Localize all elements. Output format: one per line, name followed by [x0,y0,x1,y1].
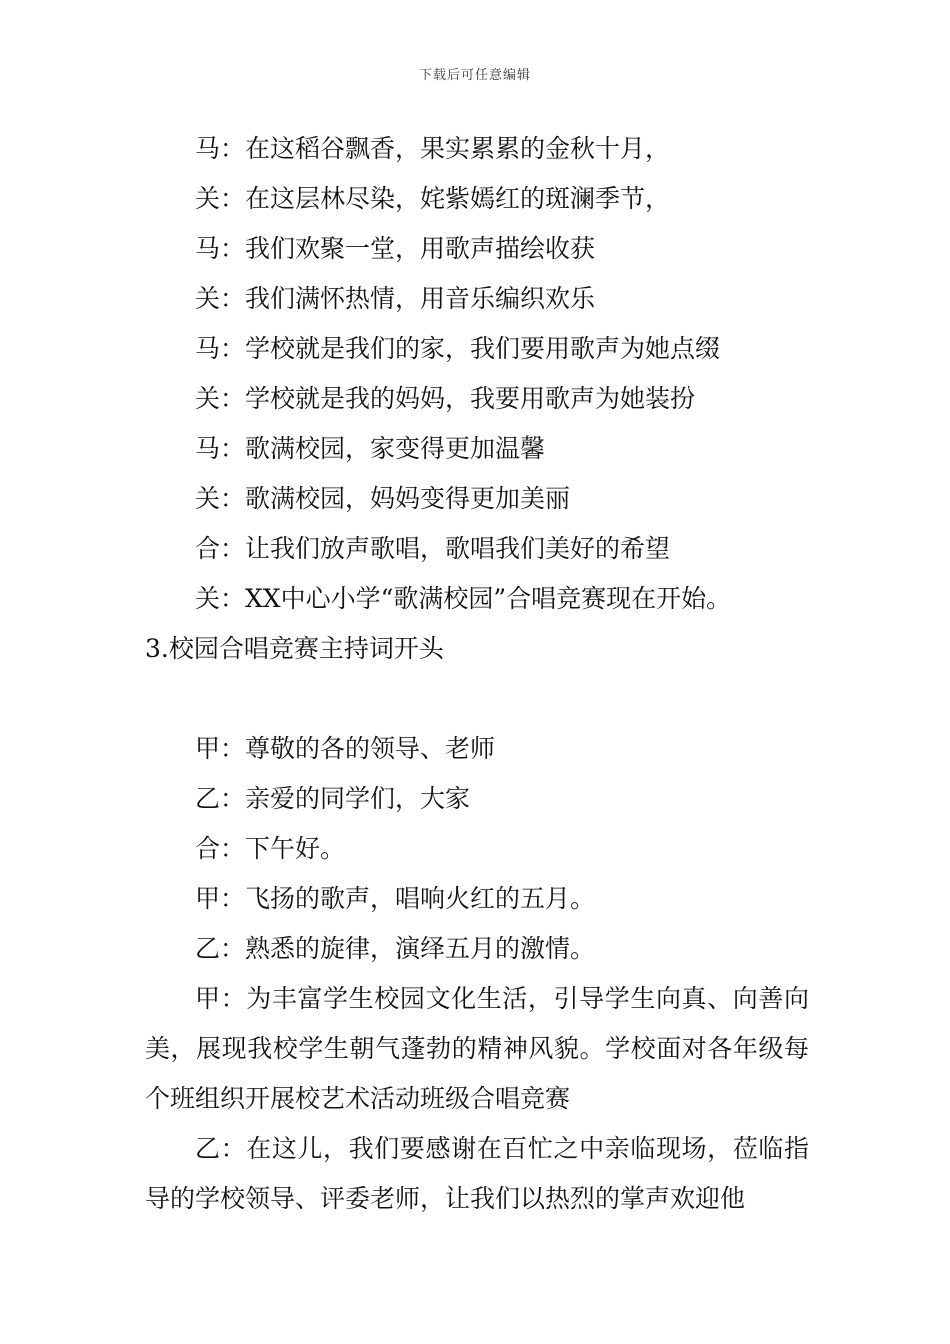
dialogue-line: 甲：飞扬的歌声，唱响火红的五月。 [195,884,596,913]
dialogue-line: 关：XX中心小学“歌满校园”合唱竞赛现在开始。 [195,584,732,613]
dialogue-line: 合：让我们放声歌唱，歌唱我们美好的希望 [195,534,671,563]
page-header: 下载后可任意编辑 [418,68,531,83]
dialogue-line: 马：歌满校园，家变得更加温馨 [195,434,546,463]
dialogue-line: 关：歌满校园，妈妈变得更加美丽 [195,484,571,513]
dialogue-line: 关：学校就是我的妈妈，我要用歌声为她装扮 [195,384,696,413]
paragraph: 甲：为丰富学生校园文化生活，引导学生向真、向善向美，展现我校学生朝气蓬勃的精神风貌。学校面对各年级每个班组织开展校艺术活动班级合唱竞赛 [145,984,809,1113]
dialogue-line: 乙：亲爱的同学们，大家 [195,784,471,813]
blank-line [145,674,809,724]
dialogue-line: 马：在这稻谷飘香，果实累累的金秋十月， [195,134,671,163]
dialogue-line: 合：下午好。 [195,834,346,863]
paragraph: 乙：在这儿，我们要感谢在百忙之中亲临现场，莅临指导的学校领导、评委老师，让我们以热烈的掌声欢迎他 [145,1134,809,1213]
dialogue-line: 甲：尊敬的各的领导、老师 [195,734,496,763]
dialogue-line: 关：我们满怀热情，用音乐编织欢乐 [195,284,596,313]
dialogue-line: 乙：熟悉的旋律，演绎五月的激情。 [195,934,596,963]
dialogue-line: 马：我们欢聚一堂，用歌声描绘收获 [195,234,596,263]
section-heading: 3.校园合唱竞赛主持词开头 [145,634,444,663]
dialogue-line: 马：学校就是我们的家，我们要用歌声为她点缀 [195,334,721,363]
document-body [145,124,809,1224]
dialogue-line: 关：在这层林尽染，姹紫嫣红的斑澜季节， [195,184,671,213]
